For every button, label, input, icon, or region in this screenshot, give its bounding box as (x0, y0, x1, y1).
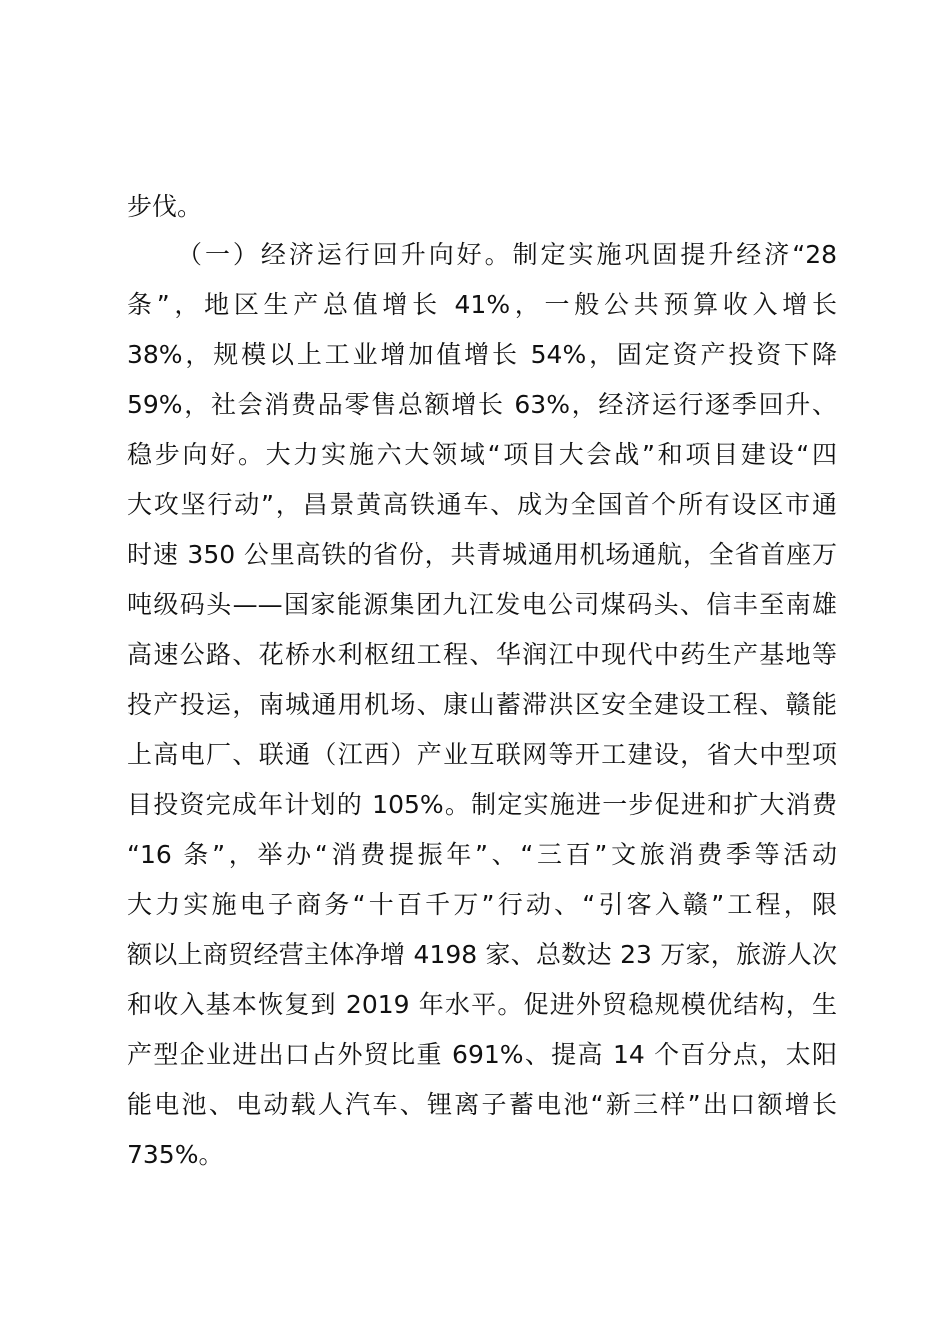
paragraph-line: 59%，社会消费品零售总额增长 63%，经济运行逐季回升、 (127, 390, 837, 419)
paragraph-line: 上高电厂、联通（江西）产业互联网等开工建设，省大中型项 (127, 740, 837, 769)
paragraph-line: 吨级码头——国家能源集团九江发电公司煤码头、信丰至南雄 (127, 590, 837, 619)
paragraph-line: 高速公路、花桥水利枢纽工程、华润江中现代中药生产基地等 (127, 640, 837, 669)
paragraph-line: 条”，地区生产总值增长 41%，一般公共预算收入增长 (127, 290, 837, 319)
paragraph-line: 产型企业进出口占外贸比重 691%、提高 14 个百分点，太阳 (127, 1040, 837, 1069)
paragraph-line: 稳步向好。大力实施六大领域“项目大会战”和项目建设“四 (127, 440, 837, 469)
paragraph-line: 步伐。 (127, 192, 203, 221)
paragraph-line: 投产投运，南城通用机场、康山蓄滞洪区安全建设工程、赣能 (127, 690, 837, 719)
paragraph-line: 和收入基本恢复到 2019 年水平。促进外贸稳规模优结构，生 (127, 990, 837, 1019)
paragraph-line: 目投资完成年计划的 105%。制定实施进一步促进和扩大消费 (127, 790, 837, 819)
paragraph-line: 38%，规模以上工业增加值增长 54%，固定资产投资下降 (127, 340, 837, 369)
paragraph-line: 大攻坚行动”，昌景黄高铁通车、成为全国首个所有设区市通 (127, 490, 837, 519)
paragraph-line: 大力实施电子商务“十百千万”行动、“引客入赣”工程，限 (127, 890, 837, 919)
paragraph-line: “16 条”，举办“消费提振年”、“三百”文旅消费季等活动 (127, 840, 837, 869)
paragraph-line: 735%。 (127, 1140, 224, 1169)
paragraph-line: 时速 350 公里高铁的省份，共青城通用机场通航，全省首座万 (127, 540, 837, 569)
paragraph-line: （一）经济运行回升向好。制定实施巩固提升经济“28 (177, 240, 837, 269)
paragraph-line: 额以上商贸经营主体净增 4198 家、总数达 23 万家，旅游人次 (127, 940, 837, 969)
paragraph-line: 能电池、电动载人汽车、锂离子蓄电池“新三样”出口额增长 (127, 1090, 837, 1119)
